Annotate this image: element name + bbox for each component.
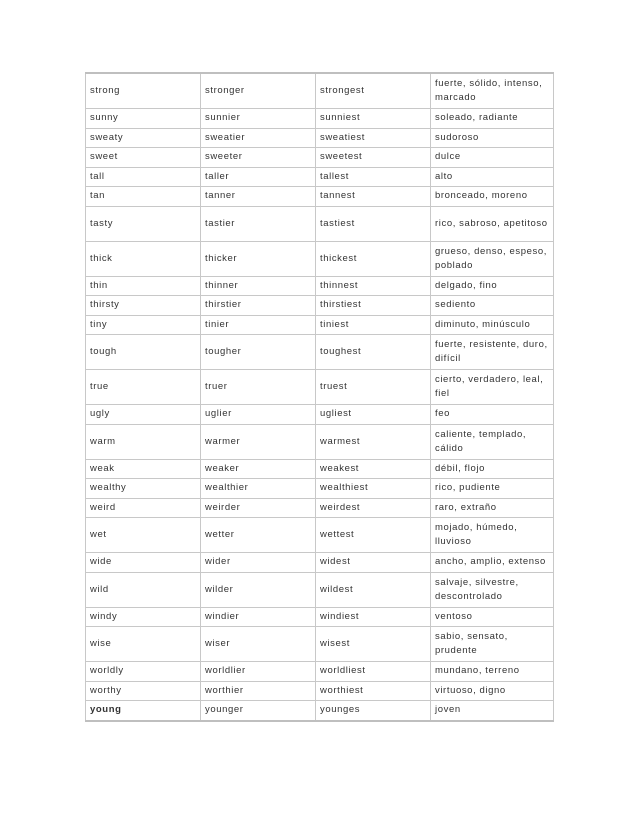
superlative-cell: wealthiest xyxy=(316,479,431,499)
table-row xyxy=(86,572,554,607)
spanish-translation-cell: sediento xyxy=(431,296,554,316)
superlative-cell: strongest xyxy=(316,73,431,109)
superlative-cell: worthiest xyxy=(316,681,431,701)
base-form-cell: windy xyxy=(86,607,201,627)
table-row xyxy=(86,424,554,459)
base-form-cell: sweaty xyxy=(86,128,201,148)
base-form-cell: wise xyxy=(86,627,201,662)
table-row xyxy=(86,681,554,701)
table-row xyxy=(86,370,554,405)
superlative-cell: toughest xyxy=(316,335,431,370)
base-form-cell: wide xyxy=(86,553,201,573)
table-row xyxy=(86,167,554,187)
table-row xyxy=(86,518,554,553)
table-row xyxy=(86,276,554,296)
table-row xyxy=(86,405,554,425)
base-form-cell: worthy xyxy=(86,681,201,701)
comparative-cell: sweeter xyxy=(201,148,316,168)
spanish-translation-cell: ancho, amplio, extenso xyxy=(431,553,554,573)
superlative-cell: sunniest xyxy=(316,109,431,129)
superlative-cell: tiniest xyxy=(316,315,431,335)
comparative-cell: tastier xyxy=(201,206,316,241)
comparative-cell: truer xyxy=(201,370,316,405)
base-form-cell: thin xyxy=(86,276,201,296)
table-row xyxy=(86,479,554,499)
spanish-translation-cell: caliente, templado, cálido xyxy=(431,424,554,459)
superlative-cell: sweatiest xyxy=(316,128,431,148)
comparative-cell: sunnier xyxy=(201,109,316,129)
adjective-comparison-table xyxy=(85,72,554,722)
base-form-cell: young xyxy=(86,701,201,721)
table-row xyxy=(86,627,554,662)
comparative-cell: stronger xyxy=(201,73,316,109)
spanish-translation-cell: bronceado, moreno xyxy=(431,187,554,207)
superlative-cell: thirstiest xyxy=(316,296,431,316)
spanish-translation-cell: virtuoso, digno xyxy=(431,681,554,701)
superlative-cell: tastiest xyxy=(316,206,431,241)
table-row xyxy=(86,607,554,627)
base-form-cell: weak xyxy=(86,459,201,479)
comparative-cell: tanner xyxy=(201,187,316,207)
superlative-cell: tallest xyxy=(316,167,431,187)
superlative-cell: warmest xyxy=(316,424,431,459)
spanish-translation-cell: delgado, fino xyxy=(431,276,554,296)
comparative-cell: wilder xyxy=(201,572,316,607)
superlative-cell: windiest xyxy=(316,607,431,627)
base-form-cell: true xyxy=(86,370,201,405)
base-form-cell: warm xyxy=(86,424,201,459)
base-form-cell: thick xyxy=(86,241,201,276)
base-form-cell: ugly xyxy=(86,405,201,425)
comparative-cell: tougher xyxy=(201,335,316,370)
table-row xyxy=(86,241,554,276)
spanish-translation-cell: cierto, verdadero, leal, fiel xyxy=(431,370,554,405)
comparative-cell: windier xyxy=(201,607,316,627)
spanish-translation-cell: rico, sabroso, apetitoso xyxy=(431,206,554,241)
spanish-translation-cell: diminuto, minúsculo xyxy=(431,315,554,335)
table-body xyxy=(86,73,554,721)
spanish-translation-cell: sudoroso xyxy=(431,128,554,148)
spanish-translation-cell: fuerte, resistente, duro, difícil xyxy=(431,335,554,370)
comparative-cell: thinner xyxy=(201,276,316,296)
comparative-cell: wealthier xyxy=(201,479,316,499)
comparative-cell: thicker xyxy=(201,241,316,276)
table-row xyxy=(86,459,554,479)
comparative-cell: taller xyxy=(201,167,316,187)
spanish-translation-cell: rico, pudiente xyxy=(431,479,554,499)
base-form-cell: tan xyxy=(86,187,201,207)
comparative-cell: tinier xyxy=(201,315,316,335)
superlative-cell: wildest xyxy=(316,572,431,607)
table-row xyxy=(86,335,554,370)
table-row xyxy=(86,206,554,241)
superlative-cell: thickest xyxy=(316,241,431,276)
spanish-translation-cell: soleado, radiante xyxy=(431,109,554,129)
base-form-cell: wealthy xyxy=(86,479,201,499)
comparative-cell: uglier xyxy=(201,405,316,425)
spanish-translation-cell: dulce xyxy=(431,148,554,168)
base-form-cell: thirsty xyxy=(86,296,201,316)
spanish-translation-cell: mojado, húmedo, lluvioso xyxy=(431,518,554,553)
spanish-translation-cell: joven xyxy=(431,701,554,721)
base-form-cell: sweet xyxy=(86,148,201,168)
spanish-translation-cell: débil, flojo xyxy=(431,459,554,479)
spanish-translation-cell: mundano, terreno xyxy=(431,662,554,682)
comparative-cell: wetter xyxy=(201,518,316,553)
table-row xyxy=(86,553,554,573)
superlative-cell: wettest xyxy=(316,518,431,553)
base-form-cell: tough xyxy=(86,335,201,370)
table-row xyxy=(86,662,554,682)
comparative-cell: wider xyxy=(201,553,316,573)
base-form-cell: worldly xyxy=(86,662,201,682)
spanish-translation-cell: fuerte, sólido, intenso, marcado xyxy=(431,73,554,109)
comparative-cell: younger xyxy=(201,701,316,721)
superlative-cell: tannest xyxy=(316,187,431,207)
spanish-translation-cell: sabio, sensato, prudente xyxy=(431,627,554,662)
spanish-translation-cell: feo xyxy=(431,405,554,425)
comparative-cell: sweatier xyxy=(201,128,316,148)
table-row xyxy=(86,148,554,168)
base-form-cell: wild xyxy=(86,572,201,607)
spanish-translation-cell: alto xyxy=(431,167,554,187)
superlative-cell: worldliest xyxy=(316,662,431,682)
superlative-cell: truest xyxy=(316,370,431,405)
comparative-cell: thirstier xyxy=(201,296,316,316)
superlative-cell: thinnest xyxy=(316,276,431,296)
table-row xyxy=(86,187,554,207)
superlative-cell: weirdest xyxy=(316,498,431,518)
comparative-cell: weaker xyxy=(201,459,316,479)
spanish-translation-cell: ventoso xyxy=(431,607,554,627)
base-form-cell: weird xyxy=(86,498,201,518)
superlative-cell: widest xyxy=(316,553,431,573)
base-form-cell: tiny xyxy=(86,315,201,335)
comparative-cell: weirder xyxy=(201,498,316,518)
superlative-cell: wisest xyxy=(316,627,431,662)
superlative-cell: weakest xyxy=(316,459,431,479)
spanish-translation-cell: salvaje, silvestre, descontrolado xyxy=(431,572,554,607)
superlative-cell: sweetest xyxy=(316,148,431,168)
comparative-cell: warmer xyxy=(201,424,316,459)
base-form-cell: tasty xyxy=(86,206,201,241)
base-form-cell: tall xyxy=(86,167,201,187)
table-row xyxy=(86,701,554,721)
table-row xyxy=(86,128,554,148)
superlative-cell: younges xyxy=(316,701,431,721)
comparative-cell: worthier xyxy=(201,681,316,701)
table-row xyxy=(86,73,554,109)
base-form-cell: sunny xyxy=(86,109,201,129)
base-form-cell: strong xyxy=(86,73,201,109)
base-form-cell: wet xyxy=(86,518,201,553)
table-row xyxy=(86,296,554,316)
comparative-cell: worldlier xyxy=(201,662,316,682)
spanish-translation-cell: raro, extraño xyxy=(431,498,554,518)
comparative-cell: wiser xyxy=(201,627,316,662)
table-row xyxy=(86,315,554,335)
table-row xyxy=(86,109,554,129)
superlative-cell: ugliest xyxy=(316,405,431,425)
spanish-translation-cell: grueso, denso, espeso, poblado xyxy=(431,241,554,276)
table-row xyxy=(86,498,554,518)
